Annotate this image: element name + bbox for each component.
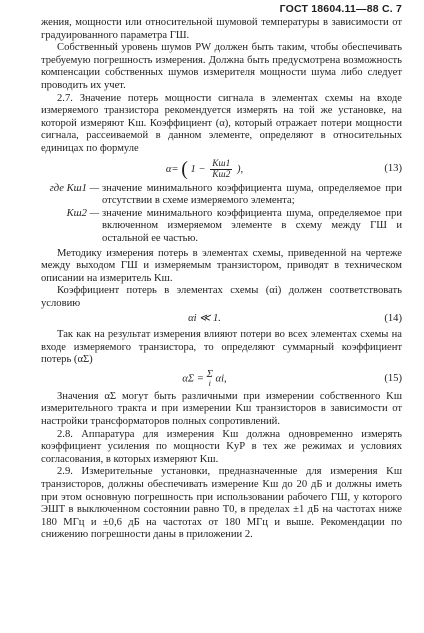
formula-15-lhs: αΣ =: [182, 373, 204, 385]
formula-13: [41, 159, 402, 180]
paragraph-loss-coefficient: Коэффициент потерь в элементах схемы (αi) должен соответствовать условию: [41, 285, 402, 309]
formula-13-open-paren: (: [181, 157, 188, 180]
formula-13-number: (13): [384, 162, 402, 174]
paragraph-2-9: 2.9. Измерительные установки, предназначенные для измерения Kш транзисторов, должны обеспечивать измерение Kш до 20 дБ и должны иметь при этом основную погрешность при использовании рабочего ГШ, у которого ЭШТ в выключенном состоянии равно T0, в пределах ±1 дБ на частотах ниже 180 МГц и ±0,6 дБ на частотах от 180 МГц и выше. Рекомендации по снижению погрешности даны в приложении 2.: [41, 466, 402, 541]
page-content: [41, 17, 402, 542]
formula-13-tail: ),: [236, 163, 244, 175]
formula-13-fraction: [210, 159, 232, 180]
definition-symbol: где Kш1 —: [49, 182, 99, 194]
definition-symbol: Kш2 —: [66, 207, 99, 219]
definition-text: значение минимального коэффициента шума, определяемое при включенном измеряемом элементе в схему между ГШ и остальной ее частью.: [102, 207, 402, 244]
paragraph-1: жения, мощности или относительной шумовой температуры в зависимости от градуированного параметра ГШ.: [41, 17, 402, 41]
paragraph-method: Методику измерения потерь в элементах схемы, приведенной на чертеже между выходом ГШ и измеряемым транзистором, приводят в техническом описании на измеритель Kш.: [41, 247, 402, 284]
formula-15: [41, 370, 402, 388]
page-header: ГОСТ 18604.11—88 С. 7: [279, 3, 402, 15]
definition-kw1: [41, 183, 402, 208]
formula-14-number: (14): [384, 313, 402, 325]
paragraph-values: Значения αΣ могут быть различными при измерении собственного Kш измерительного тракта и при измерении Kш транзисторов в зависимости от настройки трансформаторов полных сопротивлений.: [41, 390, 402, 428]
formula-15-rhs: αi,: [215, 373, 227, 385]
paragraph-2-8: 2.8. Аппаратура для измерения Kш должна одновременно измерять коэффициент усиления по мощности KуР в тех же режимах и условиях согласования, в которых измеряют Kш.: [41, 428, 402, 465]
definitions-list: [41, 183, 402, 246]
sum-index: i: [208, 378, 211, 388]
formula-13-numerator: Kш1: [212, 158, 231, 169]
formula-15-sum: [207, 370, 213, 388]
formula-15-body: [41, 370, 368, 388]
definition-kw2: [41, 208, 402, 246]
paragraph-2: Собственный уровень шумов PW должен быть таким, чтобы обеспечивать требуемую погрешность измерения. Должна быть предусмотрена возможность компенсации собственных шумов измерителя мощности шума либо следует проводить их учет.: [41, 42, 402, 91]
formula-13-lhs: α=: [165, 163, 179, 175]
formula-14: [41, 313, 402, 326]
paragraph-2-7: 2.7. Значение потерь мощности сигнала в элементах схемы на входе измеряемого транзистора рекомендуется измерять на той же установке, на которой измеряют Kш. Коэффициент (α), который отражает потери мощности сигнала, рассеиваемой в данном элементе, определяют в относительных единицах по формуле: [41, 92, 402, 154]
formula-14-expr: αi ≪ 1.: [188, 313, 221, 325]
sum-sign: Σ: [206, 368, 213, 380]
definition-text: значение минимального коэффициента шума, определяемое при отсутствии в схеме измеряемого элемента;: [102, 182, 402, 207]
paragraph-total-loss: Так как на результат измерения влияют потери во всех элементах схемы на входе измеряемого транзистора, то определяют суммарный коэффициент потерь (αΣ): [41, 329, 402, 366]
formula-15-number: (15): [384, 372, 402, 384]
formula-13-one-minus: 1 −: [190, 163, 206, 175]
formula-13-denominator: Kш2: [212, 169, 231, 180]
formula-13-body: [41, 159, 368, 180]
